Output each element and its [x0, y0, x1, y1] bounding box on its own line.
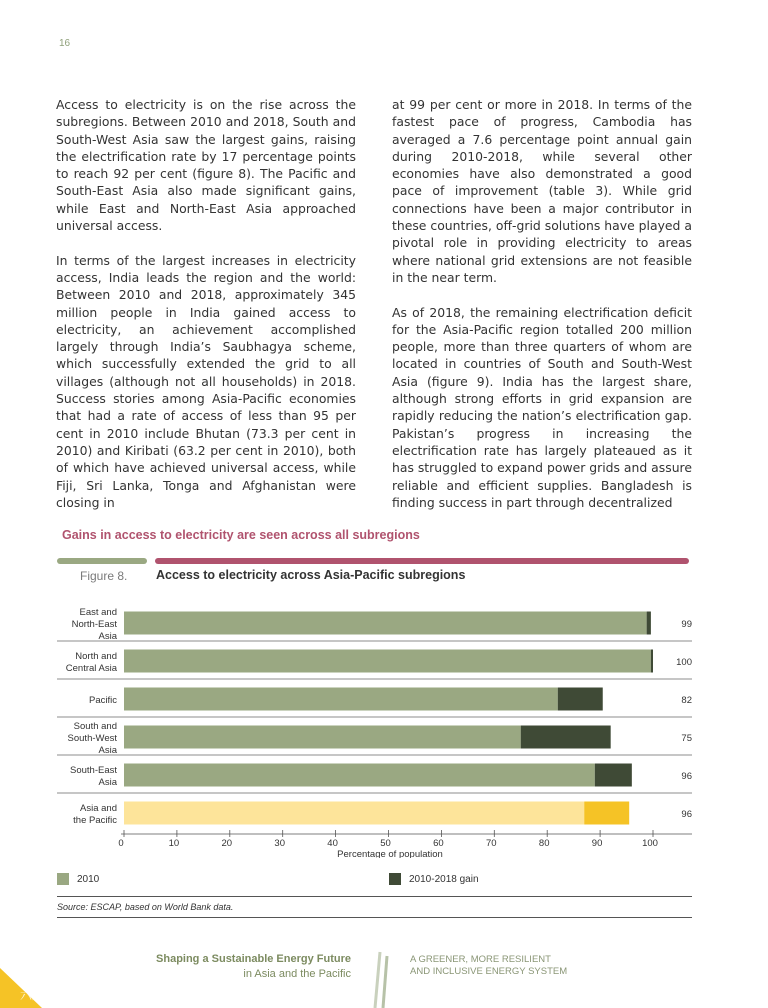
x-tick-label: 20 [221, 838, 233, 849]
bar-2010 [124, 764, 595, 787]
category-label: Asia [98, 631, 117, 642]
category-label: North and [75, 651, 117, 662]
figure-number: Figure 8. [80, 569, 128, 583]
figure-source: Source: ESCAP, based on World Bank data. [57, 902, 234, 912]
category-label: South and [73, 721, 117, 732]
watermark: 六般跨境 [20, 988, 69, 1002]
bar-gain [647, 612, 651, 635]
paragraph: at 99 per cent or more in 2018. In terms of the fastest pace of progress, Cambodia has averaged a 7.6 percentage point annual gain during 2010-2018, while several other economies have also demonstrated a good pace of improvement (table 3). While grid connections have been a major contributor in these countries, off-grid solutions have played a pivotal role in providing electricity to areas where national grid extensions are not feasible in the near term. [392, 97, 692, 285]
bar-2010 [124, 802, 584, 825]
bar-2010 [124, 726, 521, 749]
x-tick-label: 10 [168, 838, 180, 849]
figure-header: Gains in access to electricity are seen across all subregions [62, 528, 420, 542]
divider [57, 917, 692, 918]
x-tick-label: 30 [274, 838, 285, 849]
footer-leaf-decoration [372, 950, 392, 1008]
bar-chart [0, 594, 768, 858]
value-label: 99 [681, 619, 692, 630]
bar-2010 [124, 650, 651, 673]
value-label: 96 [681, 809, 692, 820]
divider [57, 896, 692, 897]
category-label: North-East [71, 619, 117, 630]
x-axis-label: Percentage of population [337, 849, 443, 858]
footer-title-bold: Shaping a Sustainable Energy Future [156, 953, 351, 965]
legend-item-2010 [57, 873, 99, 885]
legend-swatch [57, 873, 69, 885]
footer-title [156, 952, 351, 982]
category-label: the Pacific [73, 815, 117, 826]
bar-gain [584, 802, 629, 825]
footer-subtitle [410, 954, 567, 978]
footer-subtitle-line: AND INCLUSIVE ENERGY SYSTEM [410, 966, 568, 977]
x-tick-label: 80 [538, 838, 550, 849]
category-label: Asia [98, 745, 117, 756]
value-label: 100 [676, 657, 692, 668]
footer-subtitle-line: A GREENER, MORE RESILIENT [410, 954, 551, 965]
x-tick-label: 0 [118, 838, 124, 849]
category-label: Asia [98, 777, 117, 788]
category-label: East and [79, 607, 117, 618]
legend-swatch [389, 873, 401, 885]
category-label: Asia and [80, 803, 117, 814]
bar-gain [595, 764, 632, 787]
bar-2010 [124, 612, 647, 635]
x-tick-label: 40 [327, 838, 338, 849]
x-tick-label: 50 [380, 838, 391, 849]
x-tick-label: 90 [591, 838, 603, 849]
category-label: Central Asia [65, 663, 117, 674]
legend-item-gain [389, 873, 479, 885]
paragraph: As of 2018, the remaining electrification deficit for the Asia-Pacific region totalled 200 million people, more than three quarters of whom are located in countries of South and South-West Asia (figure 9). India has the largest share, although strong efforts in grid expansion are rapidly reducing the nation’s electrification gap. Pakistan’s progress in increasing the electrification rate has largely plateaued as it has struggled to expand power grids and assure reliable and efficient supplies. Bangladesh is finding success in part through decentralized [392, 304, 692, 510]
figure-title: Access to electricity across Asia-Pacific subregions [156, 568, 466, 582]
page-number: 16 [59, 38, 71, 49]
footer-title-rest: in Asia and the Pacific [243, 968, 351, 980]
figure-rule-rose [155, 558, 689, 564]
value-label: 75 [681, 733, 692, 744]
body-column-right [392, 96, 692, 528]
legend-label: 2010 [77, 873, 100, 885]
figure-rule-green [57, 558, 147, 564]
bar-gain [521, 726, 611, 749]
category-label: South-East [70, 765, 117, 776]
x-tick-label: 60 [433, 838, 444, 849]
value-label: 96 [681, 771, 692, 782]
category-label: South-West [67, 733, 117, 744]
legend-label: 2010-2018 gain [409, 873, 479, 885]
x-tick-label: 70 [486, 838, 497, 849]
body-column-left [56, 96, 356, 528]
x-tick-label: 100 [642, 838, 658, 849]
paragraph: Access to electricity is on the rise across the subregions. Between 2010 and 2018, South and South-West Asia saw the largest gains, raising the electrification rate by 17 percentage points to reach 92 per cent (figure 8). The Pacific and South-East Asia also made significant gains, while East and North-East Asia approached universal access. [56, 97, 356, 234]
bar-2010 [124, 688, 558, 711]
bar-gain [558, 688, 603, 711]
category-label: Pacific [89, 695, 117, 706]
bar-gain [651, 650, 653, 673]
value-label: 82 [681, 695, 692, 706]
paragraph: In terms of the largest increases in electricity access, India leads the region and the world: Between 2010 and 2018, approximately 345 million people in India gained access to electricity, an achievement accomplished largely through India’s Saubhagya scheme, which successfully extended the grid to all villages (although not all households) in 2018. Success stories among Asia-Pacific economies that had a rate of access of less than 95 per cent in 2010 include Bhutan (73.3 per cent in 2010) and Kiribati (63.2 per cent in 2010), both of which have achieved universal access, while Fiji, Sri Lanka, Tonga and Afghanistan were closing in [56, 252, 356, 510]
